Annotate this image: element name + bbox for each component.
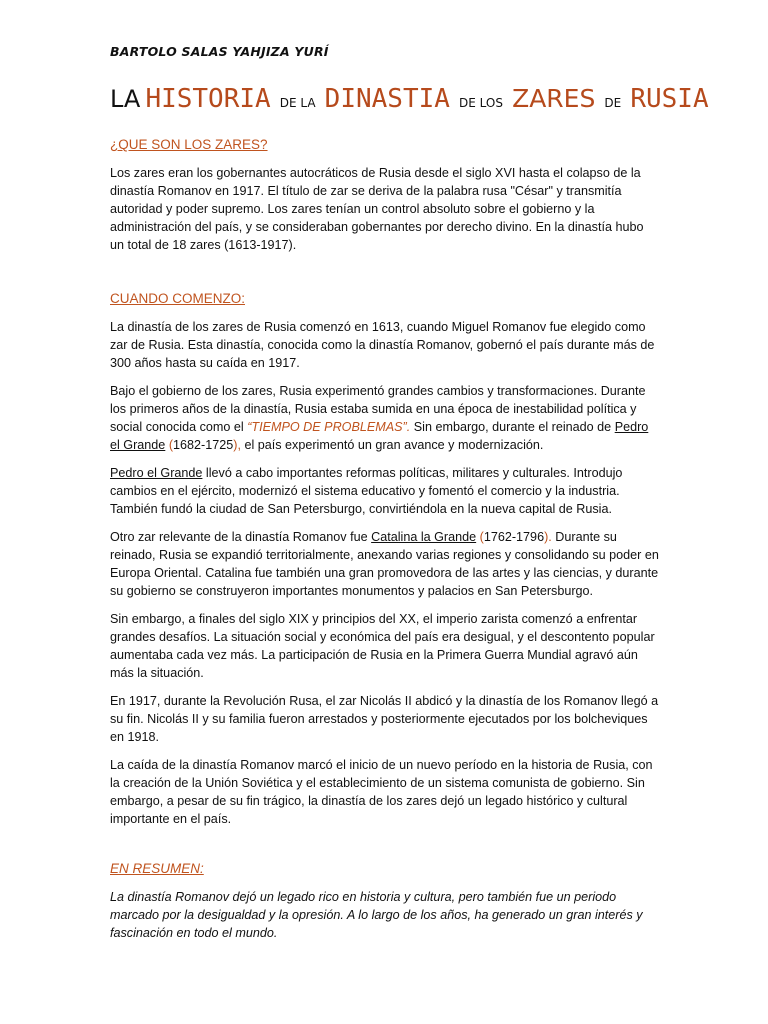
paren-open: ( — [168, 438, 174, 452]
paren-close: ), — [233, 438, 241, 452]
title-word-historia: HISTORIA — [145, 84, 271, 114]
paragraph-text: llevó a cabo importantes reformas políticas, militares y culturales. Introdujo cambios en el ejército, modernizó el sistema educativo y fomentó el comercio y la industria. También fundó la ciudad de San Petersburgo, convirtiéndola en la nueva capital de Rusia. — [110, 466, 623, 516]
paragraph-text: Otro zar relevante de la dinastía Romanov fue — [110, 530, 372, 544]
title-word-dinastia: DINASTIA — [324, 84, 450, 114]
title-word-de: DE — [604, 96, 622, 110]
paragraph-catalina — [110, 528, 660, 600]
paragraph-transformaciones — [110, 382, 660, 454]
tiempo-de-problemas-emphasis: “TIEMPO DE PROBLEMAS”. — [247, 420, 411, 434]
paragraph-pedro-reformas — [110, 464, 660, 518]
title-word-de-la: DE LA — [279, 96, 316, 110]
paragraph-comienzo: La dinastía de los zares de Rusia comenzó en 1613, cuando Miguel Romanov fue elegido como zar de Rusia. Esta dinastía, conocida como la dinastía Romanov, gobernó el país durante más de 300 años hasta su caída en 1917. — [110, 320, 655, 370]
section-heading-en-resumen: EN RESUMEN: — [110, 861, 204, 876]
title-word-zares: ZARES — [512, 84, 596, 113]
paragraph-caida: La caída de la dinastía Romanov marcó el inicio de un nuevo período en la historia de Rusia, con la creación de la Unión Soviética y el establecimiento de un sistema comunista de gobierno. Sin embargo, a pesar de su fin trágico, la dinastía de los zares dejó un legado histórico y cultural importante en el país. — [110, 758, 653, 826]
paragraph-text: el país experimentó un gran avance y modernización. — [240, 438, 544, 452]
paragraph-text: Durante su reinado, Rusia se expandió territorialmente, anexando varias regiones y consolidando su poder en Europa Oriental. Catalina fue también una gran promovedora de las artes y las ciencias, y durante su gobierno se construyeron importantes monumentos y palacios en San Petersburgo. — [110, 530, 659, 598]
section-heading-que-son: ¿QUE SON LOS ZARES? — [110, 137, 268, 152]
pedro-el-grande-link[interactable]: Pedro el Grande — [110, 420, 649, 452]
paragraph-que-son: Los zares eran los gobernantes autocráticos de Rusia desde el siglo XVI hasta el colapso de la dinastía Romanov en 1917. El título de zar se deriva de la palabra rusa "César" y transmitía autoridad y poder supremo. Los zares tenían un control absoluto sobre el gobierno y la administración del país, y se consideraban gobernantes por derecho divino. En la dinastía hubo un total de 18 zares (1613-1917). — [110, 166, 644, 252]
paragraph-text: Sin embargo, durante el reinado de — [410, 420, 615, 434]
paren-open: ( — [479, 530, 484, 544]
paragraph-desafios: Sin embargo, a finales del siglo XIX y principios del XX, el imperio zarista comenzó a enfrentar grandes desafíos. La situación social y económica del país era desigual, y el descontento popular aumentaba cada vez más. La participación de Rusia en la Primera Guerra Mundial agravó aún más la situación. — [110, 612, 655, 680]
pedro-el-grande-link[interactable]: Pedro el Grande — [110, 466, 203, 480]
paragraph-revolucion: En 1917, durante la Revolución Rusa, el zar Nicolás II abdicó y la dinastía de los Romanov llegó a su fin. Nicolás II y su familia fueron arrestados y posteriormente ejecutados por los bolcheviques en 1918. — [110, 694, 659, 744]
paragraph-text: Bajo el gobierno de los zares, Rusia experimentó grandes cambios y transformaciones. Durante los primeros años de la dinastía, Rusia estaba sumida en una época de inestabilidad política y social conocida como el — [110, 384, 646, 434]
document-title — [110, 84, 709, 114]
pedro-dates: 1682-1725 — [173, 438, 234, 452]
title-word-la: LA — [110, 85, 141, 113]
author-name: BARTOLO SALAS YAHJIZA YURÍ — [110, 44, 329, 59]
title-word-rusia: RUSIA — [630, 84, 709, 114]
paren-close: ). — [544, 530, 552, 544]
catalina-dates: 1762-1796 — [483, 530, 545, 544]
catalina-la-grande-link[interactable]: Catalina la Grande — [371, 530, 477, 544]
section-heading-cuando-comenzo: CUANDO COMENZO: — [110, 291, 245, 306]
title-word-de-los: DE LOS — [459, 96, 503, 110]
document-body — [110, 136, 660, 952]
paragraph-resumen: La dinastía Romanov dejó un legado rico en historia y cultura, pero también fue un periodo marcado por la desigualdad y la opresión. A lo largo de los años, ha generado un gran interés y fascinación en todo el mundo. — [110, 890, 643, 940]
